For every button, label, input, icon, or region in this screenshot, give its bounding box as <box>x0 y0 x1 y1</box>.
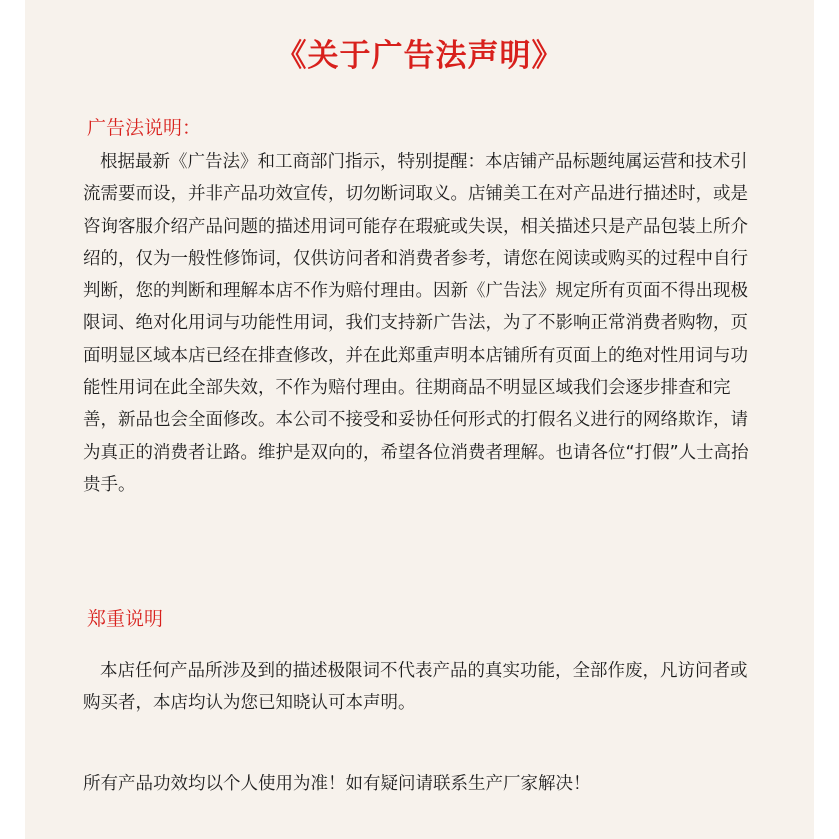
section-heading-ad-law: 广告法说明： <box>87 117 202 139</box>
footer-note: 所有产品功效均以个人使用为准！如有疑问请联系生产厂家解决！ <box>83 774 591 794</box>
page-title: 《关于广告法声明》 <box>275 38 564 74</box>
solemn-statement-paragraph: 本店任何产品所涉及到的描述极限词不代表产品的真实功能，全部作废，凡访问者或购买者，本店均认为您已知晓认可本声明。 <box>83 661 748 714</box>
announcement-page <box>25 0 814 839</box>
section-heading-solemn-statement: 郑重说明 <box>87 608 164 630</box>
ad-law-paragraph: 根据最新《广告法》和工商部门指示，特别提醒：本店铺产品标题纯属运营和技术引流需要而设，并非产品功效宣传，切勿断词取义。店铺美工在对产品进行描述时，或是咨询客服介绍产品问题的描述用词可能存在瑕疵或失误，相关描述只是产品包装上所介绍的，仅为一般性修饰词，仅供访问者和消费者参考，请您在阅读或购买的过程中自行判断，您的判断和理解本店不作为赔付理由。因新《广告法》规定所有页面不得出现极限词、绝对化用词与功能性用词，我们支持新广告法，为了不影响正常消费者购物，页面明显区域本店已经在排查修改，并在此郑重声明本店铺所有页面上的绝对性用词与功能性用词在此全部失效，不作为赔付理由。往期商品不明显区域我们会逐步排查和完善，新品也会全面修改。本公司不接受和妥协任何形式的打假名义进行的网络欺诈，请为真正的消费者让路。维护是双向的，希望各位消费者理解。也请各位“打假”人士高抬贵手。 <box>83 152 749 495</box>
